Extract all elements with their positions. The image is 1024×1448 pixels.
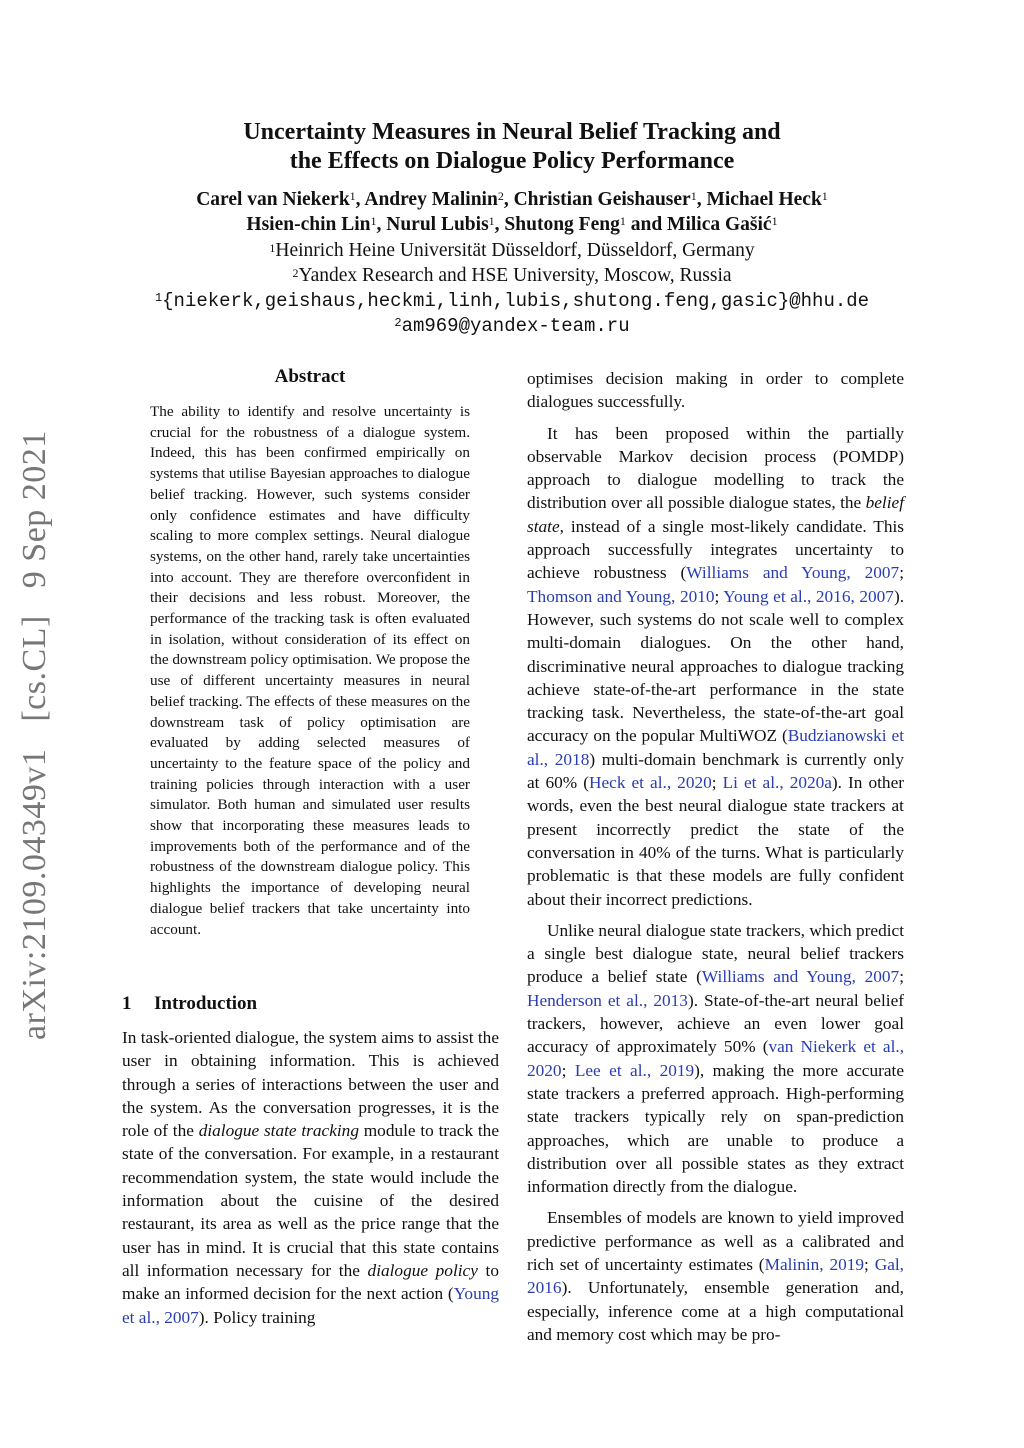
section-heading-introduction	[122, 993, 257, 1015]
arxiv-stamp	[16, 430, 54, 1040]
email-1-text[interactable]: {niekerk,geishaus,heckmi,linh,lubis,shutong.feng,gasic}@hhu.de	[162, 290, 870, 312]
arxiv-date: 9 Sep 2021	[16, 430, 53, 589]
abstract-text: The ability to identify and resolve uncertainty is crucial for the robustness of a dialogue system. Indeed, this has been confirmed empirically on systems that utilise Bayesian approaches to dialogue belief tracking. However, such systems consider only confidence estimates and have difficulty scaling to more complex settings. Neural dialogue systems, on the other hand, rarely take uncertainties into account. They are therefore overconfident in their decisions and less robust. Moreover, the performance of the tracking task is often evaluated in isolation, without consideration of its effect on the downstream policy optimisation. We propose the use of different uncertainty measures in neural belief tracking. The effects of these measures on the downstream task of policy optimisation are evaluated by adding selected measures of uncertainty to the feature space of the policy and training policies through interaction with a user simulator. Both human and simulated user results show that incorporating these measures leads to improvements both of the performance and of the robustness of the downstream dialogue policy. This highlights the importance of developing neural dialogue belief trackers that take uncertainty into account.	[150, 403, 470, 938]
author-affiliation-marker: 2	[497, 189, 504, 203]
right-column-body	[527, 367, 904, 1354]
author-affiliation-marker: 1	[771, 214, 778, 228]
affiliation-1-marker: 1	[269, 241, 276, 255]
affiliation-2-text: Yandex Research and HSE University, Moscow, Russia	[298, 265, 732, 286]
citation-link[interactable]: Malinin, 2019	[764, 1254, 865, 1274]
affiliation-2-marker: 2	[292, 266, 299, 280]
email-2-text[interactable]: am969@yandex-team.ru	[401, 315, 630, 337]
emphasis-text: dialogue state tracking	[198, 1121, 359, 1141]
author-name: Christian Geishauser	[513, 189, 691, 210]
intro-paragraph-continued: optimises decision making in order to complete dialogues successfully.	[527, 369, 904, 412]
citation-link[interactable]: van Niekerk et al., 2020	[527, 1037, 905, 1080]
arxiv-id: arXiv:2109.04349v1	[16, 748, 53, 1040]
paper-title	[0, 118, 1024, 176]
authors-line-1: Carel van Niekerk$^1$, Andrey Malinin$^2$, Christian Geishauser$^1$, Michael Heck$^1$	[196, 189, 828, 210]
author-name: Nurul Lubis	[386, 214, 489, 235]
section-number: 1	[122, 993, 132, 1014]
citation-link[interactable]: Williams and Young, 2007	[686, 563, 900, 583]
citation-link[interactable]: Thomson and Young, 2010	[527, 586, 715, 606]
author-list	[0, 187, 1024, 237]
citation-link[interactable]: Williams and Young, 2007	[701, 967, 900, 987]
authors-line-2: Hsien-chin Lin$^1$, Nurul Lubis$^1$, Shutong Feng$^1$ and Milica Gašić$^1$	[246, 214, 778, 235]
emphasis-text: belief state	[527, 493, 904, 536]
email-line-1	[0, 289, 1024, 313]
author-name: Milica Gašić	[667, 214, 772, 235]
emphasis-text: dialogue policy	[367, 1260, 478, 1280]
citation-link[interactable]: Henderson et al., 2013	[527, 990, 688, 1010]
author-name: Shutong Feng	[504, 214, 620, 235]
affiliation-1-text: Heinrich Heine Universität Düsseldorf, Düsseldorf, Germany	[275, 240, 755, 261]
author-affiliation-marker: 1	[690, 189, 697, 203]
title-line-1: Uncertainty Measures in Neural Belief Tracking and	[243, 119, 781, 145]
arxiv-category: [cs.CL]	[16, 615, 53, 722]
section-title: Introduction	[154, 993, 258, 1014]
email-2-marker: 2	[394, 316, 402, 330]
intro-paragraph-3: Unlike neural dialogue state trackers, which predict a single best dialogue state, neural belief trackers produce a belief state (Williams and Young, 2007; Henderson et al., 2013). State-of-the-art neural belief trackers, however, achieve an even lower goal accuracy of approximately 50% (van Niekerk et al., 2020; Lee et al., 2019), making the more accurate state trackers a preferred approach. High-performing state trackers typically rely on span-prediction approaches, which are unable to produce a distribution over all possible states as they extract information directly from the dialogue.	[527, 920, 905, 1197]
citation-link[interactable]: Gal, 2016	[527, 1254, 904, 1298]
intro-paragraph-4: Ensembles of models are known to yield improved predictive performance as well as a calibrated and rich set of uncertainty estimates (Malinin, 2019; Gal, 2016). Unfortunately, ensemble generation and, especially, inference come at a high computational and memory cost which may be pro-	[527, 1208, 904, 1344]
author-affiliation-marker: 1	[488, 214, 495, 228]
author-name: Carel van Niekerk	[196, 189, 350, 210]
citation-link[interactable]: Budzianowski et al., 2018	[527, 726, 904, 769]
email-line-2	[0, 314, 1024, 338]
abstract-heading: Abstract	[274, 366, 346, 387]
citation-link[interactable]: Li et al., 2020a	[722, 773, 832, 793]
author-name: Hsien-chin Lin	[246, 214, 371, 235]
citation-link[interactable]: Lee et al., 2019	[574, 1060, 695, 1080]
left-column-body	[122, 1026, 499, 1337]
citation-link[interactable]: Heck et al., 2020	[589, 773, 712, 793]
author-name: Andrey Malinin	[364, 189, 498, 210]
email-1-marker: 1	[154, 291, 163, 305]
citation-link[interactable]: Young et al., 2007	[122, 1284, 499, 1327]
intro-paragraph-1: In task-oriented dialogue, the system aims to assist the user in obtaining information. This is achieved through a series of interactions between the user and the system. As the conversation progresses, it is the role of the dialogue state tracking module to track the state of the conversation. For example, in a restaurant recommendation system, the state would include the information about the cuisine of the desired restaurant, its area as well as the price range that the user has in mind. It is crucial that this state contains all information necessary for the dialogue policy to make an informed decision for the next action (Young et al., 2007). Policy training	[122, 1028, 499, 1327]
affiliation-1	[0, 239, 1024, 263]
citation-link[interactable]: Young et al., 2016, 2007	[723, 586, 894, 606]
author-affiliation-marker: 1	[370, 214, 377, 228]
intro-paragraph-2: It has been proposed within the partially observable Markov decision process (POMDP) approach to dialogue modelling to track the distribution over all possible dialogue states, the belief state, instead of a single most-likely candidate. This approach successfully integrates uncertainty to achieve robustness (Williams and Young, 2007; Thomson and Young, 2010; Young et al., 2016, 2007). However, such systems do not scale well to complex multi-domain dialogues. On the other hand, discriminative neural approaches to dialogue tracking achieve state-of-the-art performance in the state tracking task. Nevertheless, the state-of-the-art goal accuracy on the popular MultiWOZ (Budzianowski et al., 2018) multi-domain benchmark is currently only at 60% (Heck et al., 2020; Li et al., 2020a). In other words, even the best neural dialogue state trackers at present incorrectly predict the state of the conversation in 40% of the turns. What is particularly problematic is that these models are fully confident about their incorrect predictions.	[527, 423, 905, 909]
affiliation-2	[0, 264, 1024, 288]
author-affiliation-marker: 1	[619, 214, 626, 228]
title-line-2: the Effects on Dialogue Policy Performance	[289, 148, 735, 174]
author-affiliation-marker: 1	[349, 189, 356, 203]
author-name: Michael Heck	[706, 189, 822, 210]
author-affiliation-marker: 1	[821, 189, 828, 203]
